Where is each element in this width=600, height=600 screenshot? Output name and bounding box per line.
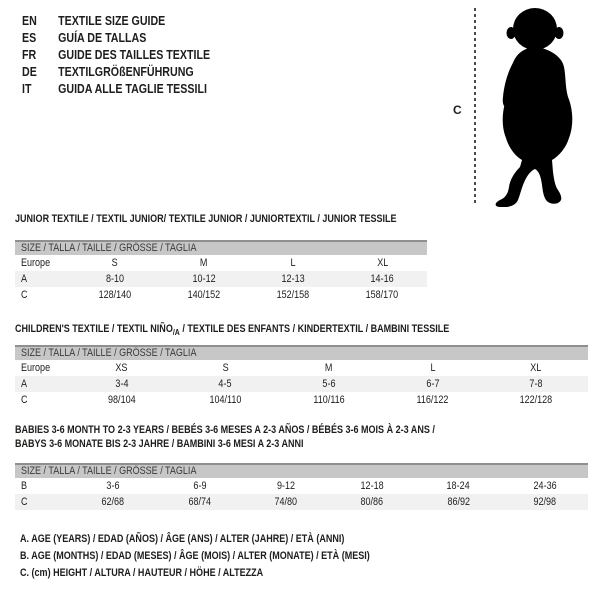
size-cell: 3-4 (115, 378, 129, 390)
babies-title-line2: BABYS 3-6 MONATE BIS 2-3 JAHRE / BAMBINI 3-6 MESI A 2-3 ANNI (15, 438, 304, 450)
language-row-es (22, 29, 251, 46)
size-cell: 128/140 (98, 289, 131, 301)
size-header-bar (15, 240, 427, 255)
size-cell: L (430, 362, 436, 374)
size-cell: XS (115, 362, 128, 374)
size-cell: 68/74 (188, 496, 211, 508)
baby-silhouette-icon (491, 7, 579, 207)
size-cell: 74/80 (274, 496, 298, 508)
language-label: GUÍA DE TALLAS (58, 30, 147, 45)
footnote-c: C. (cm) HEIGHT / ALTURA / HAUTEUR / HÖHE / ALTEZZA (20, 567, 264, 579)
row-label: C (21, 496, 28, 508)
language-code: DE (22, 64, 37, 79)
language-row-en (22, 12, 251, 29)
size-cell: 4-5 (218, 378, 232, 390)
table-row (15, 392, 588, 408)
size-cell: S (222, 362, 229, 374)
size-cell: 10-12 (192, 273, 216, 285)
size-cell: 86/92 (447, 496, 470, 508)
size-cell: 104/110 (209, 394, 242, 406)
size-cell: XL (530, 362, 542, 374)
children-size-table (15, 345, 588, 408)
language-code: ES (22, 30, 37, 45)
legend-footnotes (20, 531, 447, 582)
size-cell: S (111, 257, 118, 269)
language-label: TEXTILE SIZE GUIDE (58, 13, 166, 28)
junior-size-table (15, 240, 427, 303)
language-row-de (22, 63, 251, 80)
size-cell: 3-6 (106, 480, 120, 492)
table-row (15, 376, 588, 392)
size-header-label: SIZE / TALLA / TAILLE / GRÖSSE / TAGLIA (21, 465, 197, 477)
size-cell: 9-12 (276, 480, 295, 492)
size-cell: 62/68 (101, 496, 125, 508)
size-cell: 8-10 (105, 273, 124, 285)
footnote-a: A. AGE (YEARS) / EDAD (AÑOS) / ÂGE (ANS) / ALTER (JAHRE) / ETÀ (ANNI) (20, 533, 345, 545)
size-cell: 122/128 (519, 394, 553, 406)
height-measure-label: C (453, 103, 462, 117)
size-header-bar (15, 345, 588, 360)
size-cell: 6-7 (426, 378, 440, 390)
language-label: GUIDA ALLE TAGLIE TESSILI (58, 81, 207, 96)
size-cell: 5-6 (322, 378, 336, 390)
table-row (15, 255, 427, 271)
language-label: TEXTILGRÖßENFÜHRUNG (58, 64, 194, 79)
size-cell: 24-36 (533, 480, 557, 492)
children-table-title: CHILDREN'S TEXTILE / TEXTIL $NIÑO_{/A}$ / TEXTILE DES ENFANTS / KINDERTEXTIL / BAMBINI TESSILE (15, 323, 450, 338)
size-cell: 18-24 (446, 480, 471, 492)
size-cell: M (325, 362, 333, 374)
table-row (15, 360, 588, 376)
size-cell: 7-8 (529, 378, 543, 390)
size-cell: 12-13 (281, 273, 305, 285)
size-header-label: SIZE / TALLA / TAILLE / GRÖSSE / TAGLIA (21, 242, 197, 254)
table-row (15, 494, 588, 510)
babies-table-title (15, 423, 435, 451)
size-cell: 6-9 (192, 480, 207, 492)
babies-size-table (15, 463, 588, 510)
language-code: EN (22, 13, 37, 28)
table-row (15, 478, 588, 494)
size-cell: XL (376, 257, 388, 269)
row-label: C (21, 394, 28, 406)
row-label: A (21, 378, 28, 390)
size-cell: 12-18 (360, 480, 384, 492)
size-cell: 140/152 (187, 289, 221, 301)
junior-table-title: JUNIOR TEXTILE / TEXTIL JUNIOR/ TEXTILE JUNIOR / JUNIORTEXTIL / JUNIOR TESSILE (15, 213, 397, 225)
size-cell: L (290, 257, 296, 269)
size-header-bar (15, 463, 588, 478)
size-cell: 152/158 (276, 289, 310, 301)
language-code: FR (22, 47, 37, 62)
language-label: GUIDE DES TAILLES TEXTILE (58, 47, 211, 62)
size-cell: 80/86 (360, 496, 384, 508)
row-label: A (21, 273, 28, 285)
size-cell: M (200, 257, 208, 269)
language-row-fr (22, 46, 251, 63)
footnote-b: B. AGE (MONTHS) / EDAD (MESES) / ÂGE (MOIS) / ALTER (MONATE) / ETÀ (MESI) (20, 550, 370, 562)
height-measure-dashed-line (474, 8, 476, 206)
row-label: B (21, 480, 28, 492)
size-cell: 14-16 (370, 273, 394, 285)
row-label: C (21, 289, 28, 301)
size-header-label: SIZE / TALLA / TAILLE / GRÖSSE / TAGLIA (21, 347, 197, 359)
language-row-it (22, 80, 251, 97)
language-guide-list (22, 12, 251, 97)
row-label: Europe (21, 257, 51, 269)
table-row (15, 271, 427, 287)
size-cell: 98/104 (107, 394, 136, 406)
size-cell: 92/98 (533, 496, 557, 508)
language-code: IT (22, 81, 32, 96)
table-row (15, 287, 427, 303)
size-cell: 116/122 (416, 394, 449, 406)
babies-title-line1: BABIES 3-6 MONTH TO 2-3 YEARS / BEBÉS 3-6 MESES A 2-3 AÑOS / BÉBÉS 3-6 MOIS À 2-3 ANS / (15, 424, 435, 436)
row-label: Europe (21, 362, 51, 374)
size-cell: 110/116 (313, 394, 345, 406)
size-cell: 158/170 (366, 289, 399, 301)
